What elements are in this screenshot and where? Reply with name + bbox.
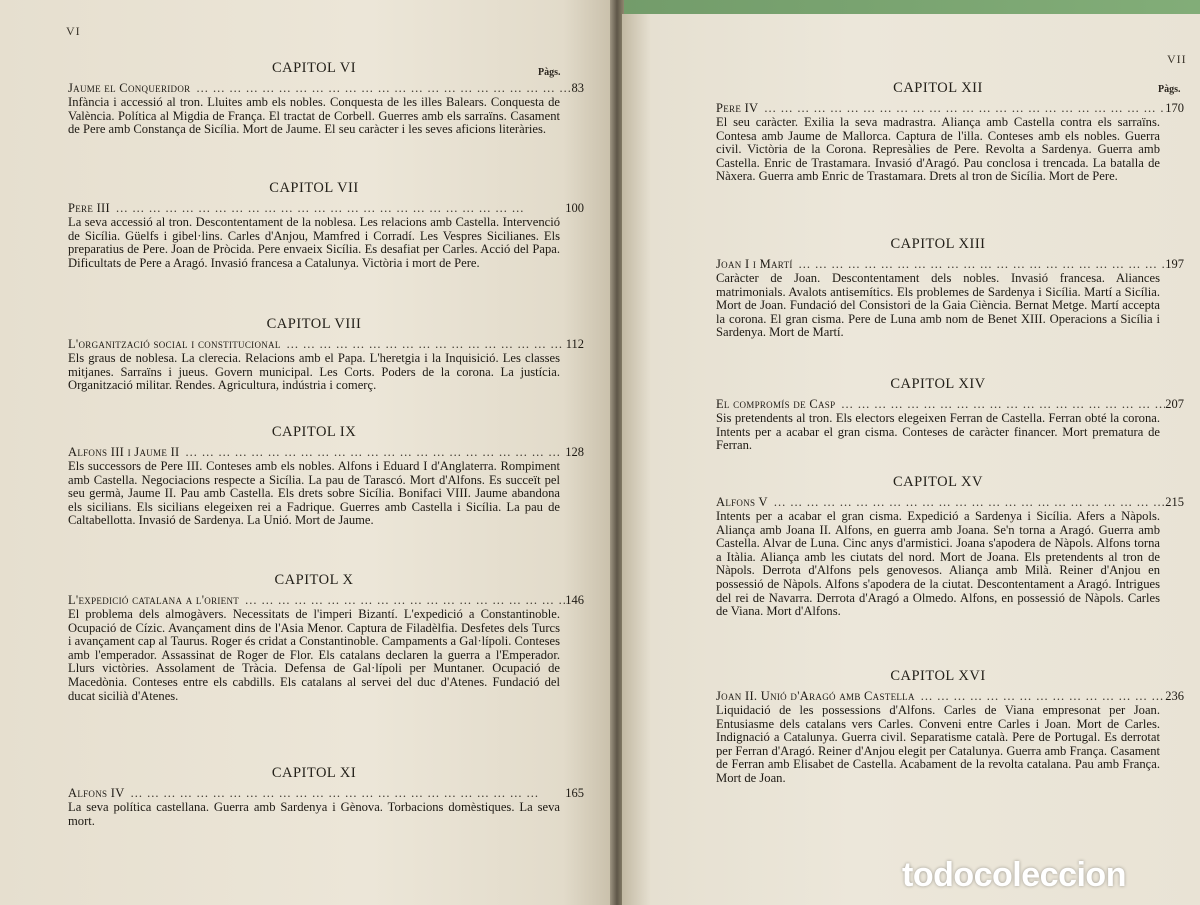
entry-page-number: 83: [571, 81, 584, 95]
entry-summary: El seu caràcter. Exilia la seva madrastra. Aliança amb Castella contra els sarraïns. Contesa amb Jaume de Mallorca. Captura de l'illa. Conteses amb els nobles. Guerra civil. Victòria de la Corona. Represàlies de Pere. Revolta a Sardenya. Guerra amb Castella. Enric de Trastamara. Invasió d'Aragó. Pau conclosa i trencada. La batalla de Nàxera. Guerra amb Enric de Trastamara. Drets al tron de Sicília. Mort de Pere.: [716, 115, 1160, 184]
entry-page-number: 207: [1165, 397, 1184, 411]
chapter-heading: CAPITOL VIII: [266, 316, 362, 332]
chapter-heading: CAPITOL VI: [271, 60, 357, 76]
toc-entry: [716, 101, 1184, 116]
entry-summary: Liquidació de les possessions d'Alfons. Carles de Viana empresonat per Joan. Entusiasme dels catalans vers Carles. Conveni entre Carles i Joan. Mort de Carles. Indignació a Catalunya. Guerra civil. Separatisme català. Pere de Portugal. Es derrotat per Ferran d'Aragó. Reiner d'Anjou elegit per Catalunya. Guerra amb França. Casament de Ferran amb Elisabet de Castella. Acabament de la revolta catalana. Pau amb França. Mort de Joan.: [716, 703, 1160, 785]
chapter-heading: CAPITOL IX: [271, 424, 357, 440]
leader-dots: [915, 689, 1165, 704]
toc-section-chapter-11: [44, 765, 584, 828]
toc-section-chapter-14: [692, 376, 1184, 453]
leader-dots: [793, 257, 1166, 272]
entry-page-number: 170: [1165, 101, 1184, 115]
chapter-heading: CAPITOL XVI: [890, 668, 986, 684]
entry-title: Pere IV: [716, 101, 759, 115]
entry-title: Pere III: [68, 201, 110, 215]
toc-section-chapter-9: [44, 424, 584, 528]
toc-entry: [68, 81, 584, 96]
leader-dots: [125, 786, 566, 801]
entry-title: Alfons IV: [68, 786, 125, 800]
entry-page-number: 146: [565, 593, 584, 607]
entry-title: El compromís de Casp: [716, 397, 836, 411]
entry-page-number: 165: [565, 786, 584, 800]
toc-entry: [68, 337, 584, 352]
chapter-heading: CAPITOL XV: [893, 474, 983, 490]
entry-page-number: 128: [565, 445, 584, 459]
leader-dots: [281, 337, 566, 352]
chapter-heading: CAPITOL X: [274, 572, 354, 588]
entry-page-number: 197: [1165, 257, 1184, 271]
entry-title: L'expedició catalana a l'orient: [68, 593, 240, 607]
toc-entry: [68, 786, 584, 801]
toc-section-chapter-6: [44, 60, 584, 137]
entry-title: Jaume el Conqueridor: [68, 81, 191, 95]
toc-entry: [716, 495, 1184, 510]
left-page-number: VI: [66, 24, 81, 38]
chapter-heading: CAPITOL XI: [271, 765, 357, 781]
toc-entry: [68, 593, 584, 608]
toc-entry: [716, 257, 1184, 272]
watermark-logo: todocoleccion: [902, 856, 1126, 894]
toc-section-chapter-15: [692, 474, 1184, 619]
entry-summary: Els successors de Pere III. Conteses amb els nobles. Alfons i Eduard I d'Anglaterra. Rompiment amb Castella. Negociacions respecte a Sicília. La pau de Tarascó. Mort d'Alfons. Es succeït pel seu germà, Jaume II. Pau amb Castella. Els drets sobre Sicília. Bonifaci VIII. Jaume abandona els sicilians. Els sicilians elegeixen rei a Fadrique. Guerres amb Castella i Sicília. La pau de Caltabellotta. Invasió de Sardenya. La Unió. Mort de Jaume.: [68, 459, 560, 528]
leader-dots: [758, 101, 1165, 116]
entry-summary: Intents per a acabar el gran cisma. Expedició a Sardenya i Sicília. Afers a Nàpols. Aliança amb Joana II. Alfons, en guerra amb Joana. Se'n torna a Aragó. Guerra amb Castella. Alvar de Luna. Cinc anys d'armistici. Joana s'apodera de Nàpols. Alfons torna a Itàlia. Aliança amb les ciutats del nord. Mort de Joana. Els pretendents al tron de Nàpols. Derrota d'Alfons pels genovesos. Aliança amb Milà. Reiner d'Anjou en possessió de Nàpols. Alfons s'apodera de la ciutat. Descontentament a Aragó. Intrigues del rei de Navarra. Derrota d'Aragó a Olmedo. Alfons, en possessió de Nàpols. Carles de Viana. Mort d'Alfons.: [716, 509, 1160, 619]
toc-entry: [68, 445, 584, 460]
chapter-heading: CAPITOL XIV: [890, 376, 986, 392]
leader-dots: [239, 593, 565, 608]
leader-dots: [180, 445, 566, 460]
leader-dots: [110, 201, 565, 216]
entry-summary: La seva accessió al tron. Descontentament de la noblesa. Les relacions amb Castella. Intervenció de Sicília. Güelfs i gibel·lins. Carles d'Anjou, Mamfred i Corradí. Les Vespres Sicilianes. Els preparatius de Pere. Joan de Pròcida. Pere envaeix Sicília. Es desafiat per Carles. Acció del Papa. Dificultats de Pere a Aragó. Invasió francesa a Catalunya. Victòria i mort de Pere.: [68, 215, 560, 270]
chapter-heading: CAPITOL VII: [269, 180, 359, 196]
entry-title: Joan I i Martí: [716, 257, 793, 271]
entry-summary: Sis pretendents al tron. Els electors elegeixen Ferran de Castella. Ferran obté la corona. Intents per a acabar el gran cisma. Conteses de caràcter financer. Mort prematura de Ferran.: [716, 411, 1160, 453]
entry-title: Joan II. Unió d'Aragó amb Castella: [716, 689, 915, 703]
leader-dots: [190, 81, 571, 96]
entry-title: Alfons V: [716, 495, 768, 509]
entry-summary: Infància i accessió al tron. Lluites amb els nobles. Conquesta de les illes Balears. Conquesta de València. Política al Migdia de França. El tractat de Corbell. Guerres amb els sarraïns. Casament de Pere amb Constança de Sicília. Mort de Jaume. El seu caràcter i les seves aficions literàries.: [68, 95, 560, 137]
left-pages-column-header: Pàgs.: [538, 67, 561, 78]
toc-section-chapter-12: [692, 80, 1184, 184]
toc-section-chapter-8: [44, 316, 584, 393]
entry-summary: Els graus de noblesa. La clerecia. Relacions amb el Papa. L'heretgia i la Inquisició. Les classes mitjanes. Sarraïns i jueus. Govern municipal. Les Corts. Poders de la corona. La justícia. Organització militar. Rendes. Agricultura, indústria i comerç.: [68, 351, 560, 393]
entry-title: Alfons III i Jaume II: [68, 445, 180, 459]
entry-page-number: 215: [1165, 495, 1184, 509]
chapter-heading: CAPITOL XII: [893, 80, 983, 96]
entry-page-number: 236: [1165, 689, 1184, 703]
right-page: [622, 14, 1200, 905]
entry-page-number: 100: [565, 201, 584, 215]
toc-section-chapter-16: [692, 668, 1184, 786]
entry-page-number: 112: [565, 337, 584, 351]
leader-dots: [768, 495, 1165, 510]
right-page-number: VII: [1167, 52, 1187, 66]
right-pages-column-header: Pàgs.: [1158, 84, 1181, 95]
entry-summary: El problema dels almogàvers. Necessitats de l'imperi Bizantí. L'expedició a Constantinoble. Ocupació de Cízic. Avançament dins de l'Asia Menor. Captura de Filadèlfia. Desfetes dels Turcs i avançament cap al Taurus. Roger és cridat a Constantinoble. Campaments a Gal·lípoli. Conteses amb l'emperador. Assassinat de Roger de Flor. Els catalans declaren la guerra a l'Emperador. Llurs victòries. Assolament de Tràcia. Defensa de Gal·lípoli per Muntaner. Ocupació de Macedònia. Conteses entre els cabdills. Els catalans al servei del duc d'Atenes. Fundació del ducat sicilià d'Atenes.: [68, 607, 561, 703]
leader-dots: [835, 397, 1165, 412]
entry-summary: Caràcter de Joan. Descontentament dels nobles. Invasió francesa. Aliances matrimonials. Avalots antisemítics. Els problemes de Sardenya i Sicília. Martí a Sicília. Mort de Joan. Fundació del Consistori de la Gaia Ciència. Bernat Metge. Martí accepta la corona. El gran cisma. Pere de Luna amb nom de Benet XIII. Operacions a Sicília i Sardenya. Mort de Martí.: [716, 271, 1160, 340]
toc-section-chapter-10: [44, 572, 584, 703]
chapter-heading: CAPITOL XIII: [890, 236, 986, 252]
toc-section-chapter-13: [692, 236, 1184, 340]
entry-summary: La seva política castellana. Guerra amb Sardenya i Gènova. Torbacions domèstiques. La seva mort.: [68, 800, 560, 828]
toc-entry: [68, 201, 584, 216]
toc-section-chapter-7: [44, 180, 584, 270]
toc-entry: [716, 689, 1184, 704]
entry-title: L'organització social i constitucional: [68, 337, 281, 351]
toc-entry: [716, 397, 1184, 412]
